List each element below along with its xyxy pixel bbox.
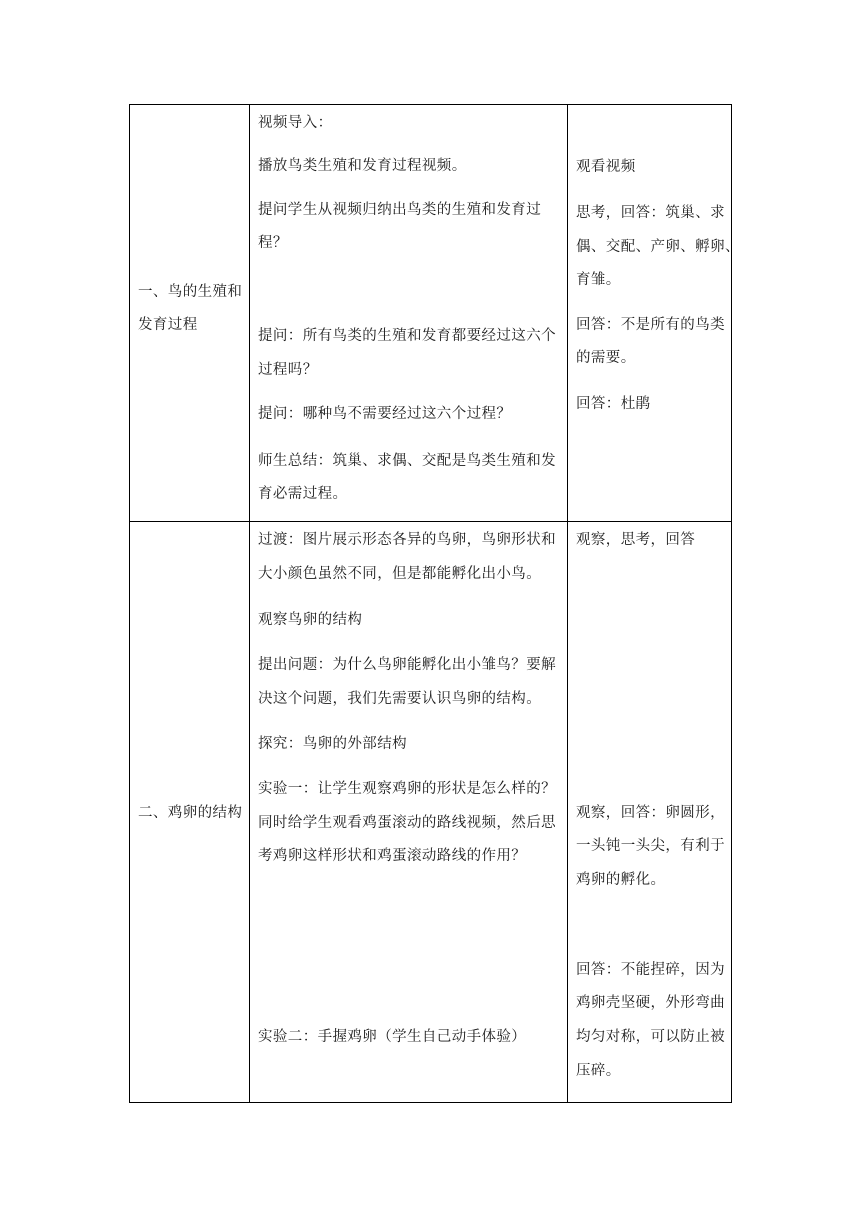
lesson-plan-table: [129, 104, 740, 1103]
student-line: 均匀对称，可以防止被: [576, 1029, 725, 1045]
student-line: 偶、交配、产卵、孵卵、: [576, 239, 740, 255]
teacher-line: 决这个问题，我们先需要认识鸟卵的结构。: [258, 691, 542, 707]
section-title-line: 一、鸟的生殖和: [138, 284, 243, 300]
section-cell: [130, 105, 250, 522]
student-line: 回答：不能捏碎，因为: [576, 962, 725, 978]
teacher-activity-cell: [250, 105, 568, 522]
student-line: 观察，思考，回答: [576, 532, 696, 548]
teacher-line: 大小颜色虽然不同，但是都能孵化出小鸟。: [258, 566, 542, 582]
teacher-line: 过渡：图片展示形态各异的鸟卵，鸟卵形状和: [258, 532, 556, 548]
teacher-line: 过程吗？: [258, 362, 318, 378]
teacher-line: 探究：鸟卵的外部结构: [258, 736, 407, 752]
student-line: 的需要。: [576, 350, 636, 366]
student-activity-cell: [568, 105, 740, 522]
teacher-line: 实验二：手握鸡卵（学生自己动手体验）: [258, 1029, 527, 1045]
teacher-line: 程？: [258, 235, 288, 251]
teacher-line: 师生总结：筑巢、求偶、交配是鸟类生殖和发: [258, 453, 556, 469]
teacher-line: 实验一：让学生观察鸡卵的形状是怎么样的？: [258, 781, 556, 797]
section-cell: [130, 522, 250, 1103]
student-line: 回答：杜鹃: [576, 396, 651, 412]
teacher-line: 育必需过程。: [258, 486, 348, 502]
student-line: 压碎。: [576, 1063, 621, 1079]
teacher-activity-cell: [250, 522, 568, 1103]
teacher-line: 视频导入：: [258, 115, 333, 131]
student-line: 观看视频: [576, 159, 636, 175]
student-line: 鸡卵壳坚硬，外形弯曲: [576, 995, 725, 1011]
teacher-line: 提问学生从视频归纳出鸟类的生殖和发育过: [258, 202, 542, 218]
student-line: 一头钝一头尖，有利于: [576, 838, 725, 854]
teacher-line: 考鸡卵这样形状和鸡蛋滚动路线的作用？: [258, 848, 527, 864]
table-row: [130, 522, 732, 1103]
teacher-line: 观察鸟卵的结构: [258, 612, 363, 628]
table-row: [130, 105, 732, 522]
section-title-line: 二、鸡卵的结构: [138, 805, 243, 821]
student-line: 观察，回答：卵圆形，: [576, 805, 725, 821]
teacher-line: 播放鸟类生殖和发育过程视频。: [258, 158, 467, 174]
section-title-line: 发育过程: [138, 317, 198, 333]
student-line: 育雏。: [576, 272, 621, 288]
student-line: 回答：不是所有的鸟类: [576, 317, 725, 333]
teacher-line: 同时给学生观看鸡蛋滚动的路线视频，然后思: [258, 815, 556, 831]
student-activity-cell: [568, 522, 732, 1103]
student-line: 思考，回答：筑巢、求: [576, 205, 725, 221]
teacher-line: 提出问题：为什么鸟卵能孵化出小雏鸟？要解: [258, 657, 556, 673]
student-line: 鸡卵的孵化。: [576, 872, 666, 888]
teacher-line: 提问：所有鸟类的生殖和发育都要经过这六个: [258, 328, 556, 344]
teacher-line: 提问：哪种鸟不需要经过这六个过程？: [258, 406, 512, 422]
